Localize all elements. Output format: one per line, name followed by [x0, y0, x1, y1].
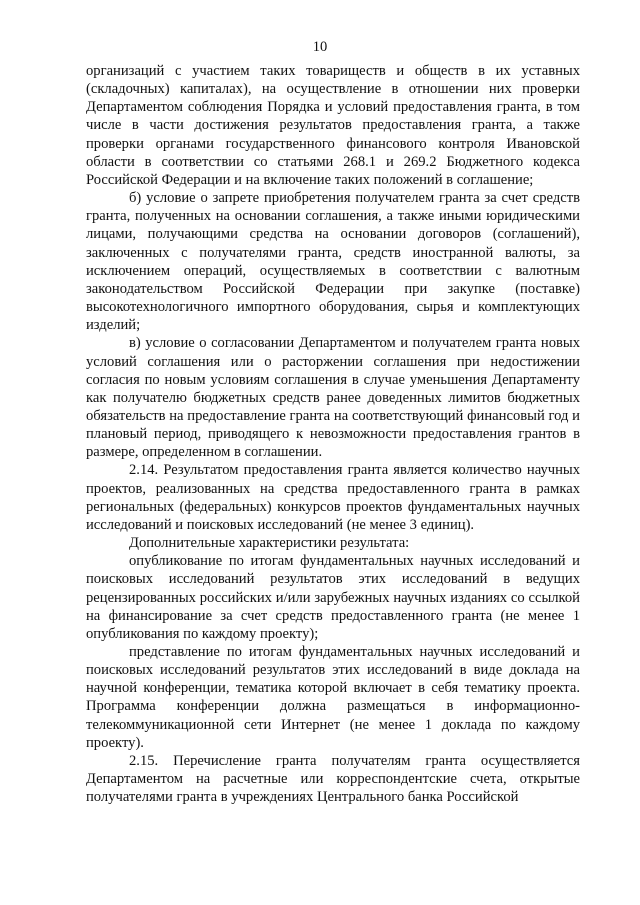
paragraph-clause-2-14: 2.14. Результатом предоставления гранта является количество научных проектов, реализованных на средства предоставленного гранта в рамках региональных (федеральных) конкурсов проектов фундаментальных научных исследований и поисковых исследований (не менее 3 единиц). [86, 462, 580, 533]
document-body [86, 62, 580, 806]
paragraph-item-b: б) условие о запрете приобретения получателем гранта за счет средств гранта, полученных на основании соглашения, а также иными юридическими лицами, получающими средства на основании договоров (соглашений), заключенных с получателями гранта, средств иностранной валюты, за исключением операций, осуществляемых в соответствии с валютным законодательством Российской Федерации при закупке (поставке) высокотехнологичного импортного оборудования, сырья и комплектующих изделий; [86, 190, 580, 334]
paragraph-publication: опубликование по итогам фундаментальных научных исследований и поисковых исследований результатов этих исследований в ведущих рецензированных российских и/или зарубежных научных изданиях со ссылкой на финансирование за счет средств предоставленного гранта (не менее 1 опубликования по каждому проекту); [86, 553, 580, 642]
paragraph-conference-report: представление по итогам фундаментальных научных исследований и поисковых исследований результатов этих исследований в виде доклада на научной конференции, тематика которой включает в себя тематику проекта. Программа конференции должна размещаться в информационно-телекоммуникационной сети Интернет (не менее 1 доклада по каждому проекту). [86, 644, 580, 751]
paragraph-continuation: организаций с участием таких товариществ и обществ в их уставных (складочных) капиталах), на осуществление в отношении них проверки Департаментом соблюдения Порядка и условий предоставления гранта, в том числе в части достижения результатов предоставления гранта, а также проверки органами государственного финансового контроля Ивановской области в соответствии со статьями 268.1 и 269.2 Бюджетного кодекса Российской Федерации и на включение таких положений в соглашение; [86, 63, 580, 188]
paragraph-additional-characteristics: Дополнительные характеристики результата: [129, 535, 410, 552]
page-number: 10 [312, 39, 328, 55]
paragraph-clause-2-15: 2.15. Перечисление гранта получателям гранта осуществляется Департаментом на расчетные или корреспондентские счета, открытые получателями гранта в учреждениях Центрального банка Российской [86, 752, 580, 806]
paragraph-item-v: в) условие о согласовании Департаментом и получателем гранта новых условий соглашения или о расторжении соглашения при недостижении согласия по новым условиям соглашения в случае уменьшения Департаменту как получателю бюджетных средств ранее доведенных лимитов бюджетных обязательств на предоставление гранта на соответствующий финансовый год и плановый период, приводящего к невозможности предоставления грантов в размере, определенном в соглашении. [86, 335, 580, 461]
